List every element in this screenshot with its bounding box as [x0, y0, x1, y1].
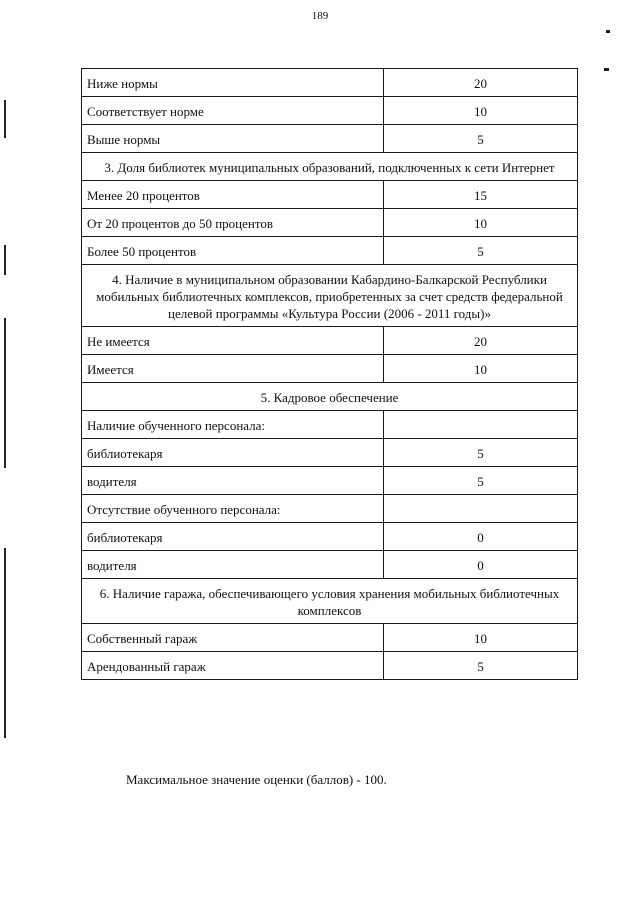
table-row: [82, 467, 578, 495]
row-label: водителя: [82, 551, 384, 579]
row-label: Ниже нормы: [82, 69, 384, 97]
row-label: Более 50 процентов: [82, 237, 384, 265]
scan-mark: [4, 318, 6, 468]
scan-mark: [606, 30, 610, 33]
row-value: 10: [384, 209, 578, 237]
scan-mark: [4, 100, 6, 138]
row-value: 20: [384, 327, 578, 355]
scan-mark: [604, 68, 609, 71]
row-label: Собственный гараж: [82, 624, 384, 652]
table-row: [82, 495, 578, 523]
table-row: [82, 355, 578, 383]
table-row: [82, 327, 578, 355]
row-value: 5: [384, 125, 578, 153]
row-label: Менее 20 процентов: [82, 181, 384, 209]
section-title: 6. Наличие гаража, обеспечивающего условия хранения мобильных библиотечных комплексов: [82, 579, 578, 624]
row-value: 10: [384, 97, 578, 125]
scan-mark: [4, 548, 6, 738]
row-value: 5: [384, 237, 578, 265]
max-score-note: Максимальное значение оценки (баллов) - 100.: [126, 772, 387, 787]
scan-mark: [4, 245, 6, 275]
row-value: [384, 411, 578, 439]
table-row: [82, 523, 578, 551]
table-row: [82, 181, 578, 209]
row-label: Наличие обученного персонала:: [82, 411, 384, 439]
table-row: [82, 439, 578, 467]
row-value: [384, 495, 578, 523]
table-row: [82, 624, 578, 652]
row-label: Выше нормы: [82, 125, 384, 153]
row-label: Имеется: [82, 355, 384, 383]
row-value: 10: [384, 624, 578, 652]
section-title: 5. Кадровое обеспечение: [82, 383, 578, 411]
row-label: библиотекаря: [82, 439, 384, 467]
row-value: 5: [384, 652, 578, 680]
section-row: [82, 153, 578, 181]
row-label: Арендованный гараж: [82, 652, 384, 680]
row-label: Соответствует норме: [82, 97, 384, 125]
row-value: 15: [384, 181, 578, 209]
row-value: 0: [384, 551, 578, 579]
table-row: [82, 97, 578, 125]
page-number: 189: [311, 10, 329, 22]
row-label: Не имеется: [82, 327, 384, 355]
row-label: От 20 процентов до 50 процентов: [82, 209, 384, 237]
row-value: 10: [384, 355, 578, 383]
row-label: Отсутствие обученного персонала:: [82, 495, 384, 523]
table-row: [82, 69, 578, 97]
row-value: 5: [384, 439, 578, 467]
row-label: библиотекаря: [82, 523, 384, 551]
section-title: 3. Доля библиотек муниципальных образований, подключенных к сети Интернет: [82, 153, 578, 181]
section-row: [82, 383, 578, 411]
table-row: [82, 125, 578, 153]
section-row: [82, 265, 578, 327]
section-row: [82, 579, 578, 624]
table-row: [82, 209, 578, 237]
table-row: [82, 652, 578, 680]
row-value: 20: [384, 69, 578, 97]
table-row: [82, 237, 578, 265]
row-label: водителя: [82, 467, 384, 495]
criteria-table: [81, 68, 578, 680]
row-value: 5: [384, 467, 578, 495]
row-value: 0: [384, 523, 578, 551]
table-row: [82, 411, 578, 439]
section-title: 4. Наличие в муниципальном образовании Кабардино-Балкарской Республики мобильных библиотечных комплексов, приобретенных за счет средств федеральной целевой программы «Культура России (2006 - 2011 годы)»: [82, 265, 578, 327]
table-row: [82, 551, 578, 579]
